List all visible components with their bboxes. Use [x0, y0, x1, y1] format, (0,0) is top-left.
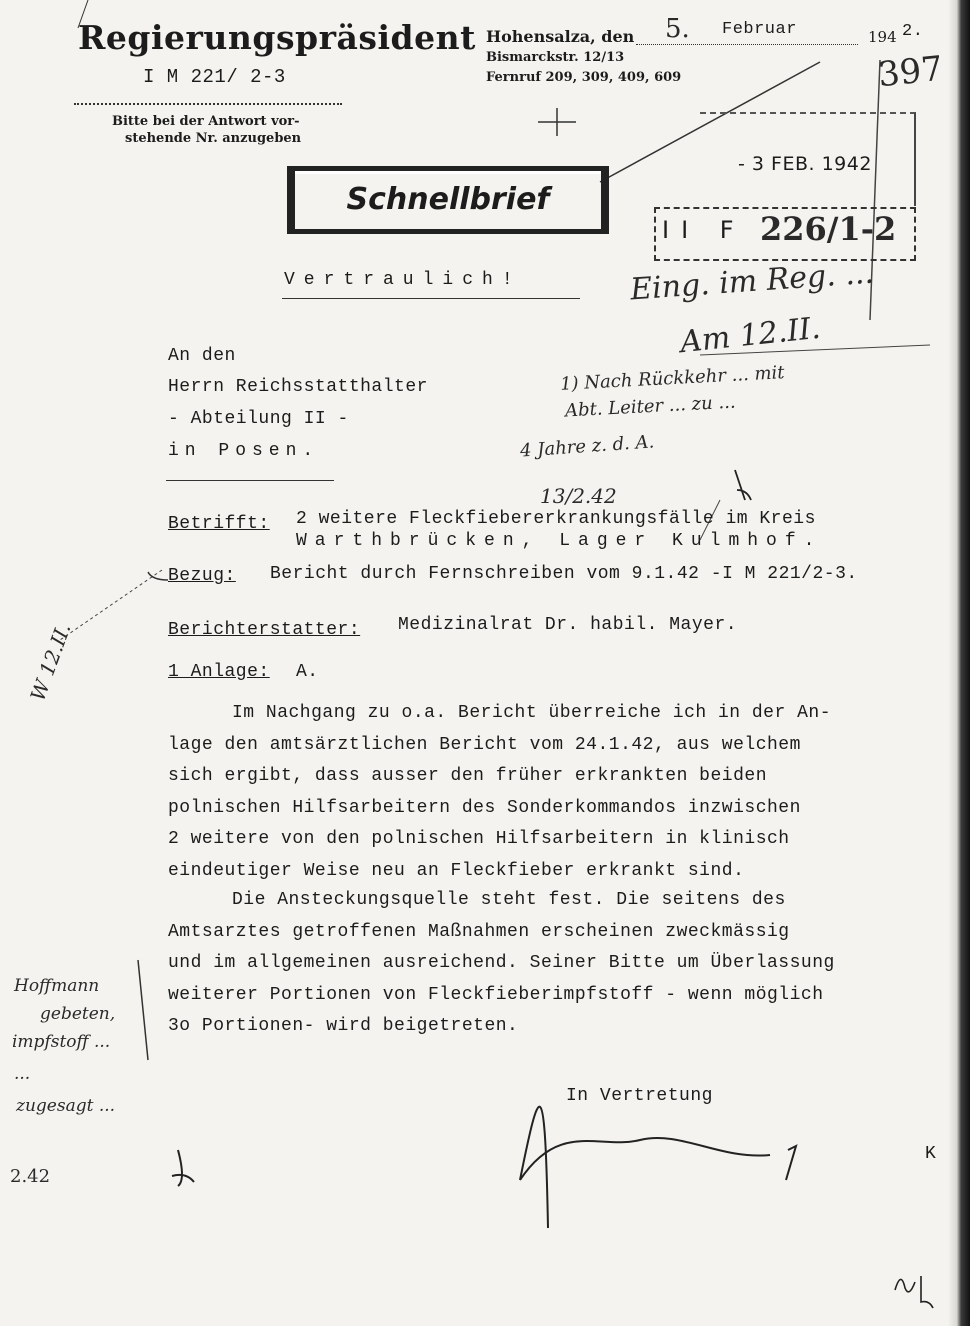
rapporteur-label: Berichterstatter:: [168, 620, 361, 640]
subject-label: Betrifft:: [168, 514, 270, 534]
subject-line1: 2 weitere Fleckfiebererkrankungsfälle im Kreis: [296, 509, 816, 529]
body-p1-line: Im Nachgang zu o.a. Bericht überreiche ich in der An-: [232, 703, 831, 723]
recipient-line3: - Abteilung II -: [168, 409, 349, 429]
date-month: Februar: [722, 20, 797, 39]
margin-k: K: [925, 1144, 937, 1164]
recipient-line1: An den: [168, 346, 236, 366]
body-p2-line: 3o Portionen- wird beigetreten.: [168, 1016, 519, 1036]
schnellbrief-label: Schnellbrief: [346, 182, 550, 217]
closing-text: In Vertretung: [566, 1086, 713, 1106]
note-file: 4 Jahre z. d. A.: [519, 431, 655, 462]
date-year-prefix: 194: [868, 28, 897, 46]
answer-note-line1: Bitte bei der Antwort vor-: [112, 114, 300, 129]
note-left-side: W 12.II.: [25, 619, 76, 705]
note-left-3: impfstoff ...: [12, 1032, 111, 1052]
note-date-2: 13/2.42: [540, 484, 617, 508]
reference-label: Bezug:: [168, 566, 236, 586]
body-p2-line: weiterer Portionen von Fleckfieberimpfstoff - wenn möglich: [168, 984, 824, 1005]
note-instruction-2: Abt. Leiter ... zu ...: [564, 391, 737, 422]
reference-text: Bericht durch Fernschreiben vom 9.1.42 -I M 221/2-3.: [270, 564, 858, 584]
body-p2-line: und im allgemeinen ausreichend. Seiner Bitte um Überlassung: [168, 953, 835, 973]
body-p1-line: lage den amtsärztlichen Bericht vom 24.1.42, aus welchem: [168, 734, 801, 755]
recipient-line2: Herrn Reichsstatthalter: [168, 377, 428, 397]
place-label: Hohensalza, den: [486, 27, 635, 46]
date-year-suffix: 2.: [902, 22, 924, 41]
subject-line2: Warthbrücken, Lager Kulmhof.: [296, 531, 823, 551]
note-instruction-1: 1) Nach Rückkehr ... mit: [559, 362, 786, 395]
enclosure-label: 1 Anlage:: [168, 662, 270, 682]
note-date: Am 12.II.: [678, 310, 823, 361]
note-left-date: 2.42: [10, 1166, 51, 1187]
recipient-line4: in Posen.: [168, 441, 320, 461]
note-left-1: Hoffmann: [14, 976, 100, 996]
body-p1-line: sich ergibt, dass ausser den früher erkrankten beiden: [168, 766, 767, 786]
enclosure-text: A.: [296, 662, 319, 682]
body-p1-line: 2 weitere von den polnischen Hilfsarbeitern in klinisch: [168, 829, 790, 849]
answer-note-line2: stehende Nr. anzugeben: [125, 131, 302, 146]
body-p2-line: Die Ansteckungsquelle steht fest. Die seitens des: [232, 890, 786, 910]
received-date-stamp: - 3 FEB. 1942: [738, 153, 872, 175]
note-left-5: zugesagt ...: [16, 1096, 116, 1116]
body-p1-line: eindeutiger Weise neu an Fleckfieber erkrankt sind.: [168, 860, 745, 881]
register-prefix: II F: [662, 216, 746, 244]
note-left-2: gebeten,: [40, 1004, 116, 1024]
note-left-4: ...: [14, 1064, 31, 1084]
confidential-heading: Vertraulich!: [284, 270, 522, 290]
folio-number: 397: [876, 48, 945, 96]
phone-numbers: Fernruf 209, 309, 409, 609: [486, 70, 682, 85]
body-p1-line: polnischen Hilfsarbeitern des Sonderkommandos inzwischen: [168, 797, 801, 818]
body-p2-line: Amtsarztes getroffenen Maßnahmen erscheinen zweckmässig: [168, 921, 790, 942]
street-address: Bismarckstr. 12/13: [486, 50, 625, 65]
rapporteur-text: Medizinalrat Dr. habil. Mayer.: [398, 615, 738, 635]
register-number: 226/1-2: [760, 210, 897, 248]
reference-number: I M 221/ 2-3: [143, 66, 286, 88]
authority-title: Regierungspräsident: [78, 18, 476, 57]
date-day: 5.: [665, 14, 690, 44]
note-received: Eing. im Reg. ...: [629, 255, 875, 308]
